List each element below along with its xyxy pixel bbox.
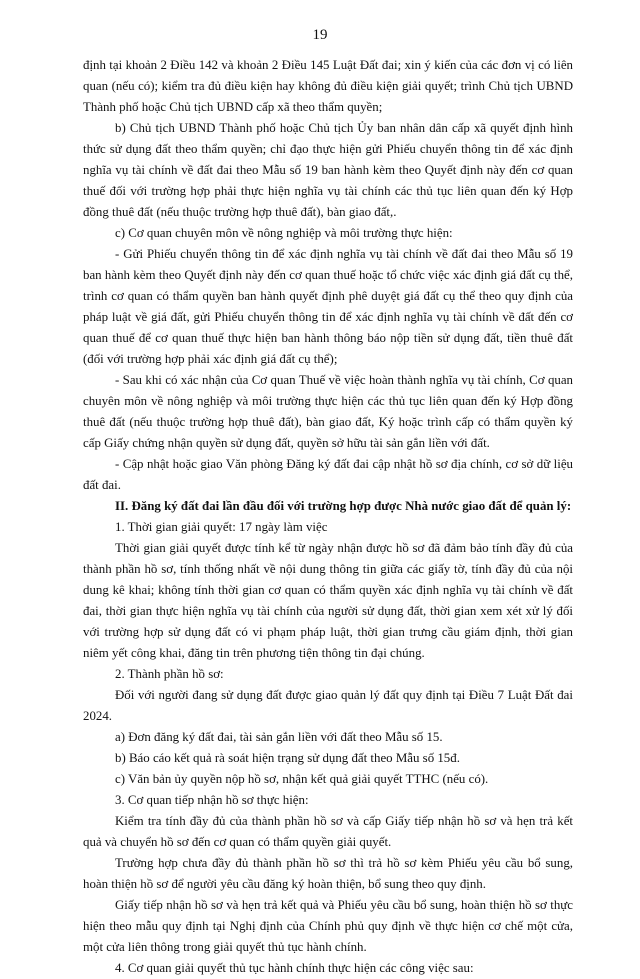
paragraph: 1. Thời gian giải quyết: 17 ngày làm việc xyxy=(115,520,328,534)
paragraph: 4. Cơ quan giải quyết thủ tục hành chính thực hiện các công việc sau: xyxy=(115,961,474,975)
paragraph: 3. Cơ quan tiếp nhận hồ sơ thực hiện: xyxy=(115,793,309,807)
section-heading: II. Đăng ký đất đai lần đầu đối với trường hợp được Nhà nước giao đất để quản lý: xyxy=(115,499,572,513)
paragraph: Thời gian giải quyết được tính kể từ ngày nhận được hồ sơ đã đảm bảo tính đầy đủ của thành phần hồ sơ, tính thống nhất về nội dung thông tin giữa các giấy tờ, tính đầy đủ của nội dung kê khai; không tính thời gian cơ quan có thẩm quyền xác định nghĩa vụ tài chính về đất đai, thời gian thực hiện nghĩa vụ tài chính của người sử dụng đất, thời gian xem xét xử lý đối với trường hợp sử dụng đất có vi phạm pháp luật, thời gian trưng cầu giám định, thời gian niêm yết công khai, đăng tin trên phương tiện thông tin đại chúng. xyxy=(83,541,573,660)
paragraph: 2. Thành phần hồ sơ: xyxy=(115,667,224,681)
paragraph: Giấy tiếp nhận hồ sơ và hẹn trả kết quả và Phiếu yêu cầu bổ sung, hoàn thiện hồ sơ thực hiện theo mẫu quy định tại Nghị định của Chính phủ quy định về thực hiện cơ chế một cửa, một cửa liên thông trong giải quyết thủ tục hành chính. xyxy=(83,898,573,954)
paragraph: b) Chủ tịch UBND Thành phố hoặc Chủ tịch Ủy ban nhân dân cấp xã quyết định hình thức sử dụng đất theo thẩm quyền; chỉ đạo thực hiện gửi Phiếu chuyển thông tin để xác định nghĩa vụ tài chính về đất đai theo Mẫu số 19 ban hành kèm theo Quyết định này đến cơ quan thuế đối với trường hợp phải thực hiện nghĩa vụ tài chính các thủ tục liên quan đến ký Hợp đồng thuê đất (nếu thuộc trường hợp thuê đất), bàn giao đất,. xyxy=(83,121,573,219)
paragraph: Đối với người đang sử dụng đất được giao quản lý đất quy định tại Điều 7 Luật Đất đai 2024. xyxy=(83,688,573,723)
paragraph: Trường hợp chưa đầy đủ thành phần hồ sơ thì trả hồ sơ kèm Phiếu yêu cầu bổ sung, hoàn thiện hồ sơ để người yêu cầu đăng ký hoàn thiện, bổ sung theo quy định. xyxy=(83,856,573,891)
list-item: b) Báo cáo kết quả rà soát hiện trạng sử dụng đất theo Mẫu số 15đ. xyxy=(115,751,460,765)
paragraph: c) Cơ quan chuyên môn về nông nghiệp và môi trường thực hiện: xyxy=(115,226,453,240)
paragraph: Kiểm tra tính đầy đủ của thành phần hồ sơ và cấp Giấy tiếp nhận hồ sơ và hẹn trả kết quả và chuyển hồ sơ đến cơ quan có thẩm quyền giải quyết. xyxy=(83,814,573,849)
paragraph: - Gửi Phiếu chuyển thông tin để xác định nghĩa vụ tài chính về đất đai theo Mẫu số 19 ban hành kèm theo Quyết định này đến cơ quan thuế hoặc tổ chức việc xác định giá đất cụ thể, trình cơ quan có thẩm quyền ban hành quyết định phê duyệt giá đất cụ thể theo quy định của pháp luật về giá đất, gửi Phiếu chuyển thông tin để xác định nghĩa vụ tài chính về đất đến cơ quan thuế để cơ quan thuế thực hiện ban hành thông báo nộp tiền sử dụng đất, tiền thuê đất (đối với trường hợp phải xác định giá đất cụ thể); xyxy=(83,247,573,366)
list-item: a) Đơn đăng ký đất đai, tài sản gắn liền với đất theo Mẫu số 15. xyxy=(115,730,443,744)
paragraph: - Sau khi có xác nhận của Cơ quan Thuế về việc hoàn thành nghĩa vụ tài chính, Cơ quan chuyên môn về nông nghiệp và môi trường thực hiện các thủ tục liên quan đến ký Hợp đồng thuê đất (nếu thuộc trường hợp thuê đất), bàn giao đất, Ký hoặc trình cấp có thẩm quyền ký cấp Giấy chứng nhận quyền sử dụng đất, quyền sở hữu tài sản gắn liền với đất. xyxy=(83,373,573,450)
page-number: 19 xyxy=(312,27,328,43)
document-body xyxy=(83,55,573,979)
paragraph: định tại khoản 2 Điều 142 và khoản 2 Điều 145 Luật Đất đai; xin ý kiến của các đơn vị có liên quan (nếu có); kiểm tra đủ điều kiện hay không đủ điều kiện giải quyết; trình Chủ tịch UBND Thành phố hoặc Chủ tịch UBND cấp xã theo thẩm quyền; xyxy=(83,58,573,114)
paragraph: - Cập nhật hoặc giao Văn phòng Đăng ký đất đai cập nhật hồ sơ địa chính, cơ sở dữ liệu đất đai. xyxy=(83,457,573,492)
list-item: c) Văn bản ủy quyền nộp hồ sơ, nhận kết quả giải quyết TTHC (nếu có). xyxy=(115,772,489,786)
